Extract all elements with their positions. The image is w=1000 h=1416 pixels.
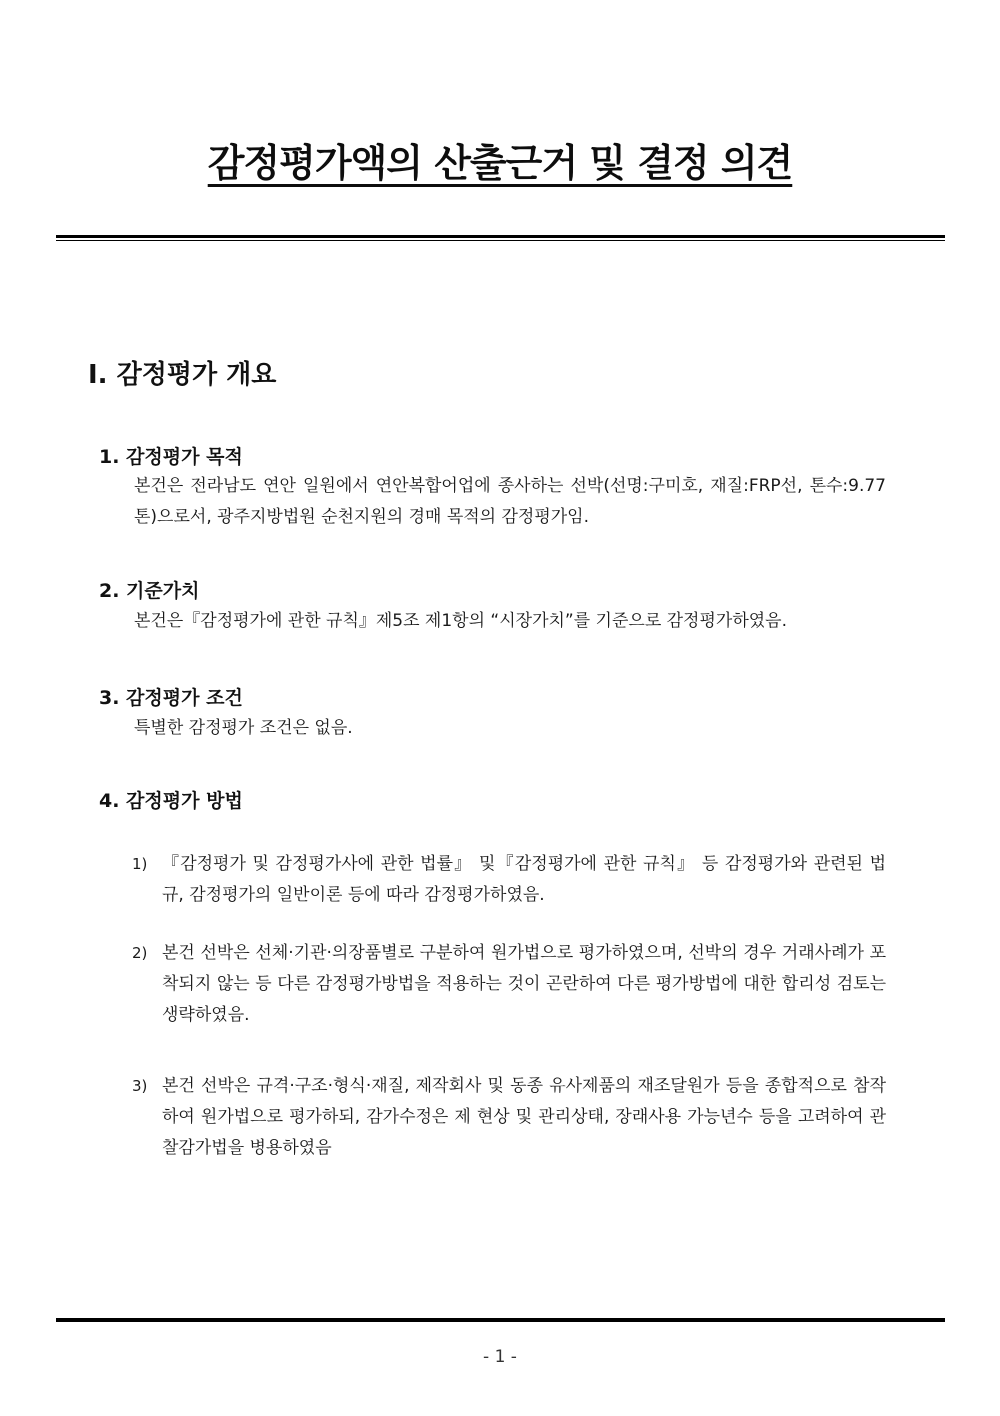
item-heading-basis-value: 2. 기준가치 <box>99 580 200 602</box>
method-number: 1) <box>132 855 148 873</box>
item-heading-conditions: 3. 감정평가 조건 <box>99 687 243 709</box>
page-number: - 1 - <box>483 1347 517 1367</box>
method-item-1 <box>132 849 886 911</box>
method-text: 본건 선박은 규격·구조·형식·재질, 제작회사 및 동종 유사제품의 재조달원가 등을 종합적으로 참작하여 원가법으로 평가하되, 감가수정은 제 현상 및 관리상태, 장래사용 가능년수 등을 고려하여 관찰감가법을 병용하였음 <box>162 1076 886 1158</box>
item-heading-purpose: 1. 감정평가 목적 <box>99 446 243 468</box>
bottom-divider <box>56 1316 945 1322</box>
item-text-conditions: 특별한 감정평가 조건은 없음. <box>134 718 353 738</box>
method-text: 본건 선박은 선체·기관·의장품별로 구분하여 원가법으로 평가하였으며, 선박의 경우 거래사례가 포착되지 않는 등 다른 감정평가방법을 적용하는 것이 곤란하여 다른 평가방법에 대한 합리성 검토는 생략하였음. <box>162 943 886 1025</box>
method-text: 『감정평가 및 감정평가사에 관한 법률』 및『감정평가에 관한 규칙』 등 감정평가와 관련된 법규, 감정평가의 일반이론 등에 따라 감정평가하였음. <box>162 854 886 905</box>
item-heading-method: 4. 감정평가 방법 <box>99 790 243 812</box>
top-divider <box>56 235 945 241</box>
method-item-3 <box>132 1071 886 1164</box>
document-title-text: 감정평가액의 산출근거 및 결정 의견 <box>207 141 793 185</box>
item-text-purpose: 본건은 전라남도 연안 일원에서 연안복합어업에 종사하는 선박(선명:구미호, 재질:FRP선, 톤수:9.77톤)으로서, 광주지방법원 순천지원의 경매 목적의 감정평가임. <box>134 476 886 527</box>
method-item-2 <box>132 938 886 1031</box>
method-number: 3) <box>132 1077 148 1095</box>
document-title <box>0 132 1000 187</box>
section-title: Ⅰ. 감정평가 개요 <box>88 360 277 390</box>
item-text-basis-value: 본건은『감정평가에 관한 규칙』제5조 제1항의 “시장가치”를 기준으로 감정평가하였음. <box>134 611 787 631</box>
method-number: 2) <box>132 944 148 962</box>
